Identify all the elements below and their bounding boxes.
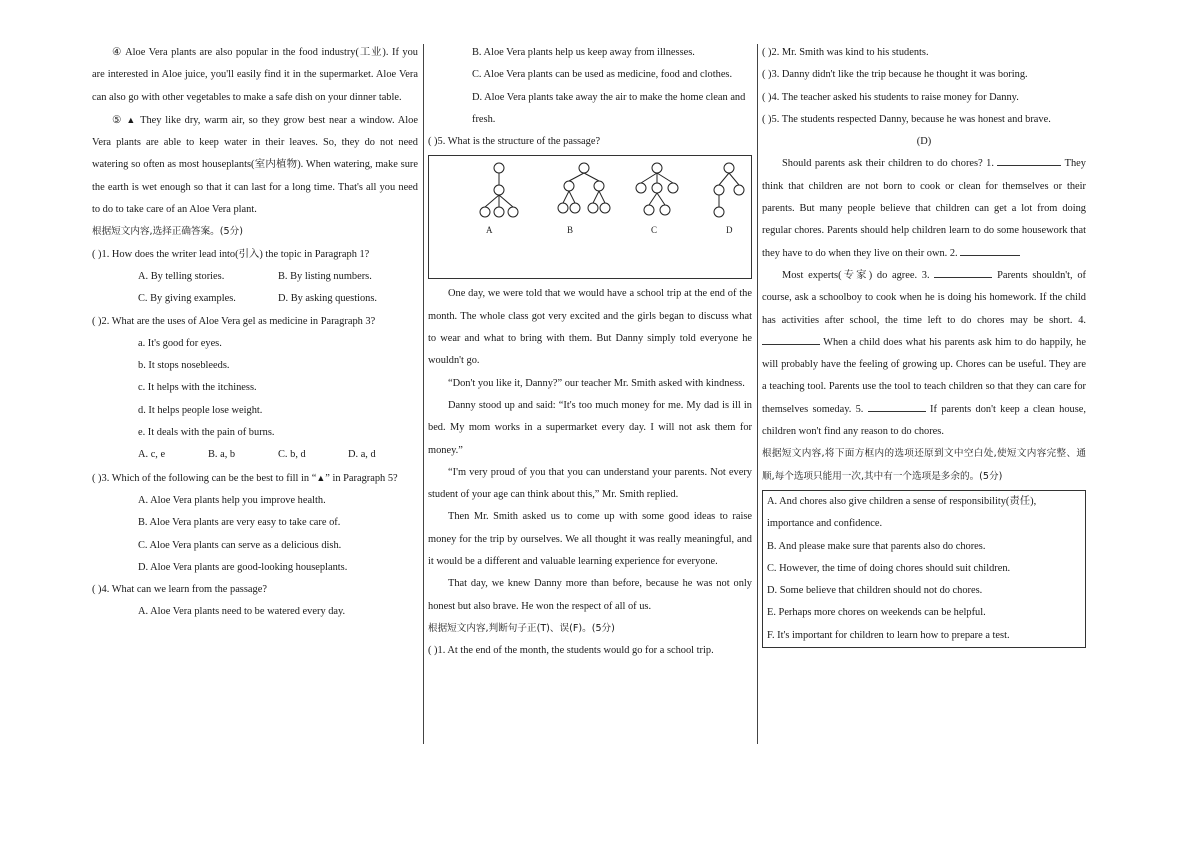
option-a: A. And chores also give children a sense of responsibility(责任), importance and confidence. [767,495,1037,530]
column-2 [428,42,752,663]
question-4-option: D. Aloe Vera plants take away the air to make the home clean and fresh. [472,91,746,125]
story-paragraph: Danny stood up and said: “It's too much money for me. My dad is ill in bed. My mom works in a supermarket every day. I will not ask them for money.” [428,399,752,456]
passage-label: (D) [916,136,932,148]
blank-marker: ▲ [126,114,137,125]
option: C. b, d [278,449,306,461]
options-box [762,490,1086,648]
option: A. By telling stories. [138,270,225,282]
question-4: ( )4. What can we learn from the passage? [92,584,267,596]
column-1 [92,42,418,624]
question-3-option: B. Aloe Vera plants are very easy to take care of. [138,517,341,529]
structure-diagrams-svg [429,156,751,276]
option: D. By asking questions. [278,293,378,305]
answer-blank[interactable] [868,411,926,412]
structure-label: C [651,225,658,236]
tf-question-3: ( )3. Danny didn't like the trip because he thought it was boring. [762,69,1028,81]
tf-question-2: ( )2. Mr. Smith was kind to his students. [762,47,929,58]
question-3: ( )3. Which of the following can be the best to fill in “▲” in Paragraph 5? [92,472,398,484]
question-2-item: a. It's good for eyes. [138,337,222,349]
structure-diagrams [428,155,752,279]
question-3-option: C. Aloe Vera plants can serve as a delicious dish. [138,539,342,551]
question-2: ( )2. What are the uses of Aloe Vera gel as medicine in Paragraph 3? [92,315,376,327]
option-d: D. Some believe that children should not do chores. [767,585,983,597]
question-2-options [138,444,418,466]
section-instruction: 根据短文内容,判断句子正(T)、误(F)。(5分) [428,622,615,634]
passage-d-paragraph-1: Should parents ask their children to do chores? 1. They think that children are not born to cook or clean for themselves or their parents. But many people believe that children can get a lot from doing regular chores. Parents should help children learn to do some housework that they have to do when they live on their own. 2. [762,158,1086,259]
paragraph-5-number: ⑤ [112,114,123,126]
option: C. By giving examples. [138,293,236,305]
section-instruction: 根据短文内容,将下面方框内的选项还原到文中空白处,使短文内容完整、通顺,每个选项只能用一次,其中有一个选项是多余的。(5分) [762,448,1086,482]
option: B. a, b [208,449,236,461]
tf-question-4: ( )4. The teacher asked his students to raise money for Danny. [762,91,1019,103]
tf-question-1: ( )1. At the end of the month, the students would go for a school trip. [428,645,714,657]
tf-question-5: ( )5. The students respected Danny, because he was honest and brave. [762,113,1051,125]
question-1-options [138,288,418,310]
passage-d-paragraph-2: Most experts(专家) do agree. 3. Parents shouldn't, of course, ask a schoolboy to cook when he is doing his homework. If the child has activities after school, the time left to do chores may be short. 4. When a child does what his parents ask him to do happily, he will probably have the feeling of growing up. Chores can be useful. They are a teaching tool. Parents use the tool to teach children so that they can care for themselves someday. 5. If parents don't keep a clean house, children won't find any reason to do chores. [762,269,1087,438]
option-e: E. Perhaps more chores on weekends can be helpful. [767,607,986,619]
column-3 [762,42,1086,648]
answer-blank[interactable] [762,344,820,345]
structure-label: B [567,225,574,236]
answer-blank[interactable] [960,255,1020,256]
question-2-item: b. It stops nosebleeds. [138,360,230,372]
question-3-option: A. Aloe Vera plants help you improve health. [138,494,326,506]
question-1-options [138,266,418,288]
question-5: ( )5. What is the structure of the passage? [428,136,601,148]
question-2-item: c. It helps with the itchiness. [138,382,257,394]
story-paragraph: “I'm very proud of you that you can understand your parents. Not every student of your age can think about this,” Mr. Smith replied. [428,466,752,501]
section-instruction: 根据短文内容,选择正确答案。(5分) [92,226,243,238]
paragraph-5-text: They like dry, warm air, so they grow best near a window. Aloe Vera plants are able to keep water in their leaves. So, they do not need watering so often as most houseplants(室内植物). When watering, make sure the earth is wet enough so that it can last for a long time. That's all you need to do to take care of an Aloe Vera plant. [92,114,418,216]
question-4-option: C. Aloe Vera plants can be used as medicine, food and clothes. [472,69,733,81]
structure-label: D [726,225,733,236]
answer-blank[interactable] [997,165,1061,166]
question-1: ( )1. How does the writer lead into(引入) the topic in Paragraph 1? [92,248,370,260]
story-paragraph: That day, we knew Danny more than before, because he was not only honest but also brave. He won the respect of all of us. [428,578,752,612]
option-f: F. It's important for children to learn how to prepare a test. [767,629,1010,641]
column-divider [757,44,758,744]
option-b: B. And please make sure that parents also do chores. [767,540,986,552]
option-c: C. However, the time of doing chores should suit children. [767,562,1011,574]
structure-label: A [486,225,493,236]
story-paragraph: Then Mr. Smith asked us to come up with some good ideas to raise money for the trip by ourselves. We all thought it was really meaningful, and it would be a different and valuable learning experience for everyone. [428,511,752,568]
question-4-option: A. Aloe Vera plants need to be watered every day. [138,606,346,618]
story-paragraph: “Don't you like it, Danny?” our teacher Mr. Smith asked with kindness. [448,377,745,389]
blank-marker: ▲ [316,472,326,483]
answer-blank[interactable] [934,277,992,278]
paragraph-4: ④ Aloe Vera plants are also popular in the food industry(工业). If you are interested in Aloe juice, you'll easily find it in the supermarket. Aloe Vera can also go with other vegetables to make a safe dish on your dinner table. [92,47,418,103]
question-2-item: e. It deals with the pain of burns. [138,427,275,439]
question-4-option: B. Aloe Vera plants help us keep away from illnesses. [472,47,695,58]
option: D. a, d [348,449,376,461]
story-paragraph: One day, we were told that we would have a school trip at the end of the month. The whole class got very excited and the girls began to discuss what to wear and what to bring with them. But Danny simply told everyone he wouldn't go. [428,288,752,367]
option: B. By listing numbers. [278,270,372,282]
column-divider [423,44,424,744]
paragraph-5 [92,109,418,221]
option: A. c, e [138,449,166,461]
question-3-option: D. Aloe Vera plants are good-looking houseplants. [138,561,348,573]
question-2-item: d. It helps people lose weight. [138,404,263,416]
